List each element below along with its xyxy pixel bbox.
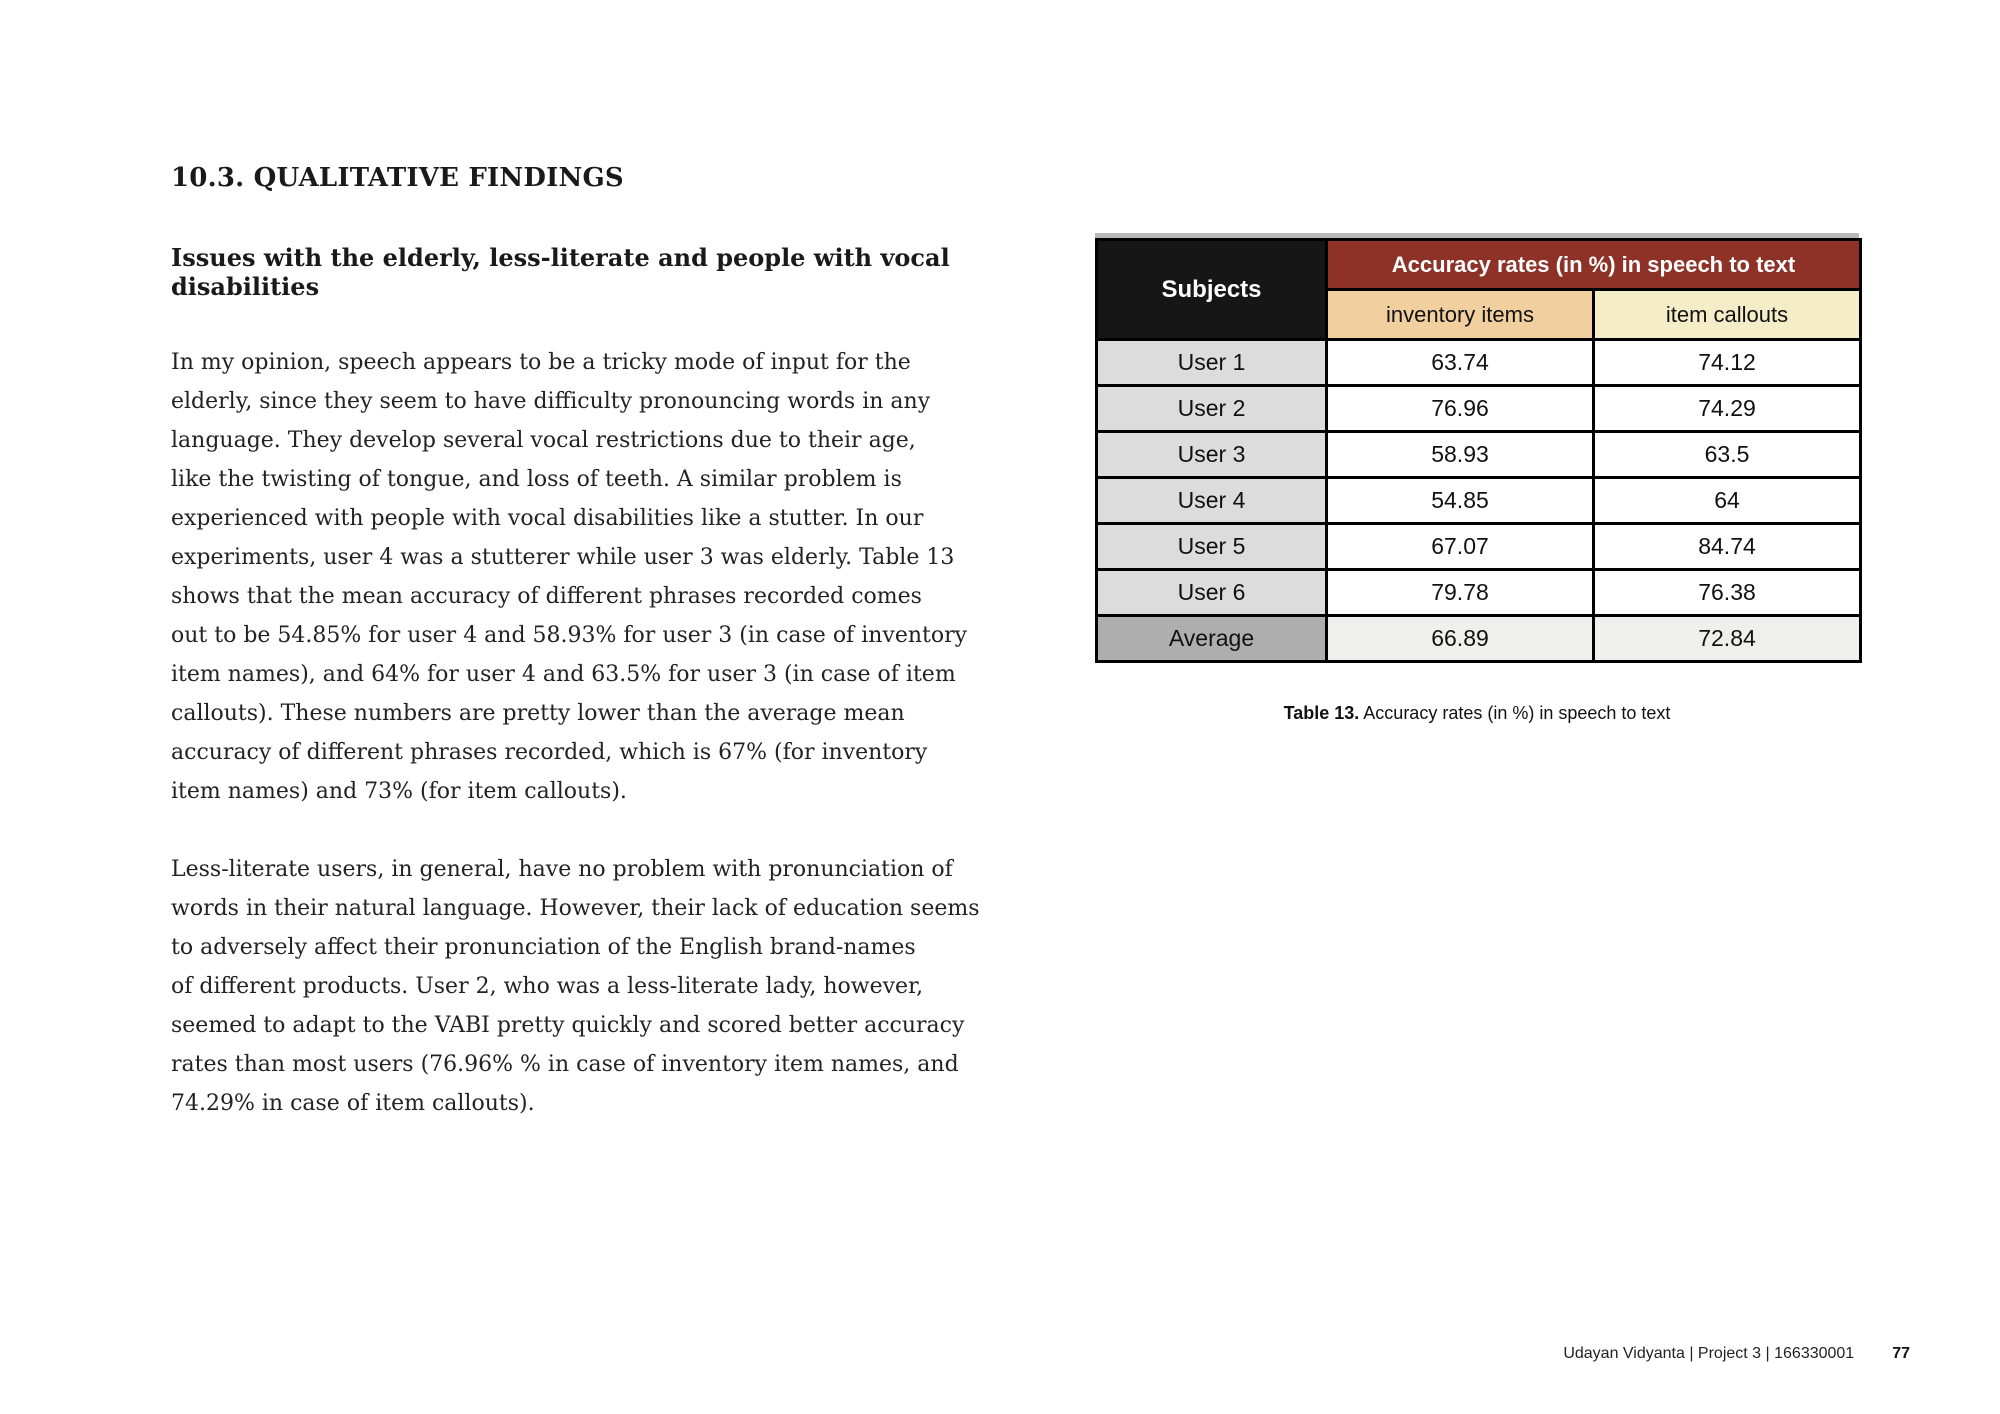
text-line: callouts). These numbers are pretty lower than the average mean [171, 701, 905, 726]
value-cell: 76.38 [1594, 570, 1861, 616]
text-column [171, 163, 1061, 1123]
subject-cell: User 4 [1097, 478, 1327, 524]
value-cell: 54.85 [1327, 478, 1594, 524]
text-line: experienced with people with vocal disabilities like a stutter. In our [171, 506, 924, 531]
text-line: shows that the mean accuracy of different phrases recorded comes [171, 584, 922, 609]
page-number: 77 [1892, 1345, 1910, 1362]
value-cell: 63.5 [1594, 432, 1861, 478]
value-cell: 67.07 [1327, 524, 1594, 570]
value-cell: 76.96 [1327, 386, 1594, 432]
table-row [1097, 432, 1861, 478]
text-line: item names), and 64% for user 4 and 63.5% for user 3 (in case of item [171, 662, 956, 687]
group-header-cell: Accuracy rates (in %) in speech to text [1327, 240, 1861, 290]
text-line: of different products. User 2, who was a less-literate lady, however, [171, 974, 924, 999]
text-line: 74.29% in case of item callouts). [171, 1091, 535, 1116]
table-row [1097, 616, 1861, 662]
subject-cell: User 6 [1097, 570, 1327, 616]
value-cell: 66.89 [1327, 616, 1594, 662]
text-line: like the twisting of tongue, and loss of teeth. A similar problem is [171, 467, 902, 492]
table-header-row-1 [1097, 240, 1861, 290]
text-line: accuracy of different phrases recorded, which is 67% (for inventory [171, 740, 928, 765]
table-row [1097, 478, 1861, 524]
value-cell: 58.93 [1327, 432, 1594, 478]
value-cell: 72.84 [1594, 616, 1861, 662]
table-row [1097, 340, 1861, 386]
text-line: item names) and 73% (for item callouts). [171, 779, 627, 804]
value-cell: 74.12 [1594, 340, 1861, 386]
value-cell: 64 [1594, 478, 1861, 524]
footer-text: Udayan Vidyanta | Project 3 | 166330001 [1563, 1345, 1855, 1362]
section-heading: 10.3. QUALITATIVE FINDINGS [171, 163, 624, 193]
page-footer [1563, 1345, 1910, 1363]
text-line: seemed to adapt to the VABI pretty quickly and scored better accuracy [171, 1013, 965, 1038]
table-row [1097, 386, 1861, 432]
text-line: experiments, user 4 was a stutterer while user 3 was elderly. Table 13 [171, 545, 955, 570]
text-line: out to be 54.85% for user 4 and 58.93% for user 3 (in case of inventory [171, 623, 968, 648]
text-line: Less-literate users, in general, have no problem with pronunciation of [171, 857, 953, 882]
text-line: words in their natural language. However, their lack of education seems [171, 896, 980, 921]
text-line: rates than most users (76.96% % in case of inventory item names, and [171, 1052, 959, 1077]
text-line: language. They develop several vocal restrictions due to their age, [171, 428, 916, 453]
subsection-heading: Issues with the elderly, less-literate and people with vocal disabilities [171, 243, 950, 301]
value-cell: 63.74 [1327, 340, 1594, 386]
accuracy-table-body [1097, 340, 1861, 662]
value-cell: 79.78 [1327, 570, 1594, 616]
table-caption-label: Table 13. [1283, 703, 1360, 723]
table-row [1097, 524, 1861, 570]
subject-cell: User 1 [1097, 340, 1327, 386]
subjects-header-cell: Subjects [1097, 240, 1327, 340]
paragraph-1 [171, 343, 1061, 811]
text-line: to adversely affect their pronunciation of the English brand-names [171, 935, 916, 960]
subject-cell: User 3 [1097, 432, 1327, 478]
table-caption [1095, 703, 1859, 724]
subject-cell: User 2 [1097, 386, 1327, 432]
column-header-item-callouts: item callouts [1594, 290, 1861, 340]
table-13-block [1095, 233, 1859, 724]
table-row [1097, 570, 1861, 616]
subject-cell: Average [1097, 616, 1327, 662]
table-caption-text: Accuracy rates (in %) in speech to text [1363, 703, 1671, 723]
value-cell: 84.74 [1594, 524, 1861, 570]
text-line: In my opinion, speech appears to be a tricky mode of input for the [171, 350, 911, 375]
value-cell: 74.29 [1594, 386, 1861, 432]
subject-cell: User 5 [1097, 524, 1327, 570]
accuracy-table [1095, 238, 1862, 663]
paragraph-2 [171, 850, 1061, 1123]
text-line: elderly, since they seem to have difficulty pronouncing words in any [171, 389, 931, 414]
column-header-inventory-items: inventory items [1327, 290, 1594, 340]
